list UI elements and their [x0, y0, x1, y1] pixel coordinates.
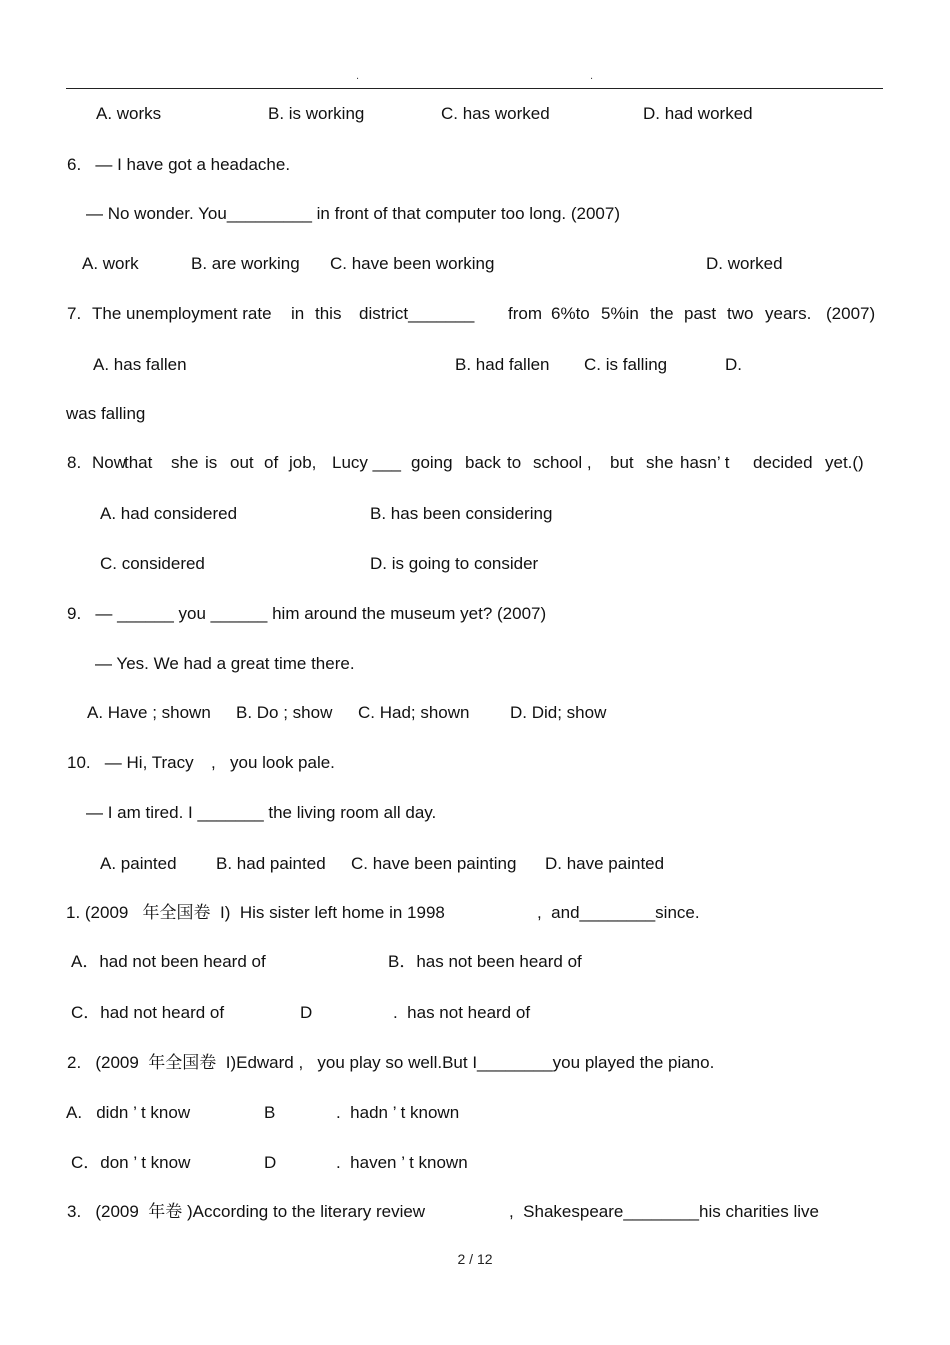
q6-option-c: C. have been working — [330, 254, 495, 273]
q10-reply: — I am tired. I _______ the living room all day. — [86, 803, 437, 822]
q9-reply: — Yes. We had a great time there. — [95, 654, 355, 673]
q7-word: from — [508, 304, 542, 323]
exam-q1-stem: 1. (2009 年全国卷 I) His sister left home in 1998 — [66, 903, 445, 922]
exam-q1-option-a: A．had not been heard of — [71, 952, 266, 971]
exam-q2-stem: 2. (2009 年全国卷 I)Edward , you play so well.But I________you played the piano. — [67, 1053, 715, 1072]
q8-word: job, — [289, 453, 317, 472]
q8-word: yet.() — [825, 453, 864, 472]
exam-q2-option-c: C．don ’ t know — [71, 1153, 191, 1172]
q7-word: this — [315, 304, 342, 323]
q8-word: back — [465, 453, 501, 472]
q7-word: past — [684, 304, 717, 323]
q7-number: 7. — [67, 304, 82, 323]
exam-q1-stem-end: , and________since. — [537, 903, 700, 922]
header-dot-left: . — [356, 70, 360, 82]
q8-option-c: C. considered — [100, 554, 205, 573]
q7-word: years. — [765, 304, 812, 323]
exam-q1-option-d-letter: D — [300, 1003, 313, 1022]
q8-word: that — [124, 453, 153, 472]
q5-option-b: B. is working — [268, 104, 365, 123]
q5-option-d: D. had worked — [643, 104, 753, 123]
q8-word: she — [646, 453, 674, 472]
q8-word: of — [264, 453, 279, 472]
exam-q2-option-d-letter: D — [264, 1153, 277, 1172]
q8-word: hasn’ t — [680, 453, 730, 472]
exam-q3-stem-end: , Shakespeare________his charities live — [509, 1202, 819, 1221]
q10-stem: 10. — Hi, Tracy — [67, 753, 194, 772]
exam-q2-option-a: A. didn ’ t know — [66, 1103, 191, 1122]
exam-q2-option-d: . haven ’ t known — [336, 1153, 468, 1172]
q7-word: in — [291, 304, 305, 323]
q8-word: going — [411, 453, 453, 472]
q8-word: Lucy ___ — [332, 453, 401, 472]
q7-word: unemployment rate — [126, 304, 272, 323]
q6-stem: 6. — I have got a headache. — [67, 155, 291, 174]
q10-option-d: D. have painted — [545, 854, 665, 873]
q8-word: out — [230, 453, 254, 472]
q8-word: school , — [533, 453, 592, 472]
exam-q1-option-d: . has not heard of — [393, 1003, 531, 1022]
exam-q3-stem: 3. (2009 年卷 )According to the literary review — [67, 1202, 426, 1221]
q8-word: to — [507, 453, 522, 472]
q7-word: the — [650, 304, 674, 323]
q9-option-c: C. Had; shown — [358, 703, 470, 722]
q9-option-a: A. Have ; shown — [87, 703, 211, 722]
q10-option-b: B. had painted — [216, 854, 326, 873]
q10-stem-comma: , — [211, 753, 216, 772]
q8-word: but — [610, 453, 634, 472]
q10-stem-end: you look pale. — [230, 753, 335, 772]
exam-q2-option-b: . hadn ’ t known — [336, 1103, 460, 1122]
q6-reply: — No wonder. You_________ in front of that computer too long. (2007) — [86, 204, 620, 223]
q8-option-d: D. is going to consider — [370, 554, 539, 573]
q7-word: district_______ — [359, 304, 475, 323]
q7-word: two — [727, 304, 754, 323]
q7-option-b: B. had fallen — [455, 355, 550, 374]
q8-option-b: B. has been considering — [370, 504, 553, 523]
q7-option-d: D. — [725, 355, 742, 374]
q8-word: decided — [753, 453, 813, 472]
page-number: 2 / 12 — [457, 1251, 493, 1267]
q9-stem: 9. — ______ you ______ him around the museum yet? (2007) — [67, 604, 547, 623]
q7-word: (2007) — [826, 304, 876, 323]
q6-option-a: A. work — [82, 254, 139, 273]
q8-word: is — [205, 453, 218, 472]
q8-number: 8. — [67, 453, 82, 472]
q9-option-b: B. Do ; show — [236, 703, 333, 722]
q7-word: 6%to — [551, 304, 590, 323]
q5-option-c: C. has worked — [441, 104, 550, 123]
header-rule — [66, 88, 883, 89]
header-dot-right: . — [590, 70, 594, 82]
exam-q1-option-b: B．has not been heard of — [388, 952, 582, 971]
q7-word: The — [92, 304, 122, 323]
q6-option-d: D. worked — [706, 254, 783, 273]
q8-word: she — [171, 453, 199, 472]
exam-q2-option-b-letter: B — [264, 1103, 276, 1122]
q9-option-d: D. Did; show — [510, 703, 607, 722]
q7-option-a: A. has fallen — [93, 355, 187, 374]
exam-q1-option-c: C．had not heard of — [71, 1003, 225, 1022]
q7-option-d-continued: was falling — [66, 404, 146, 423]
q5-option-a: A. works — [96, 104, 162, 123]
q10-option-a: A. painted — [100, 854, 177, 873]
q7-word: 5%in — [601, 304, 639, 323]
q8-option-a: A. had considered — [100, 504, 238, 523]
q6-option-b: B. are working — [191, 254, 300, 273]
q10-option-c: C. have been painting — [351, 854, 517, 873]
q7-option-c: C. is falling — [584, 355, 668, 374]
q8-word: Now — [92, 453, 127, 472]
